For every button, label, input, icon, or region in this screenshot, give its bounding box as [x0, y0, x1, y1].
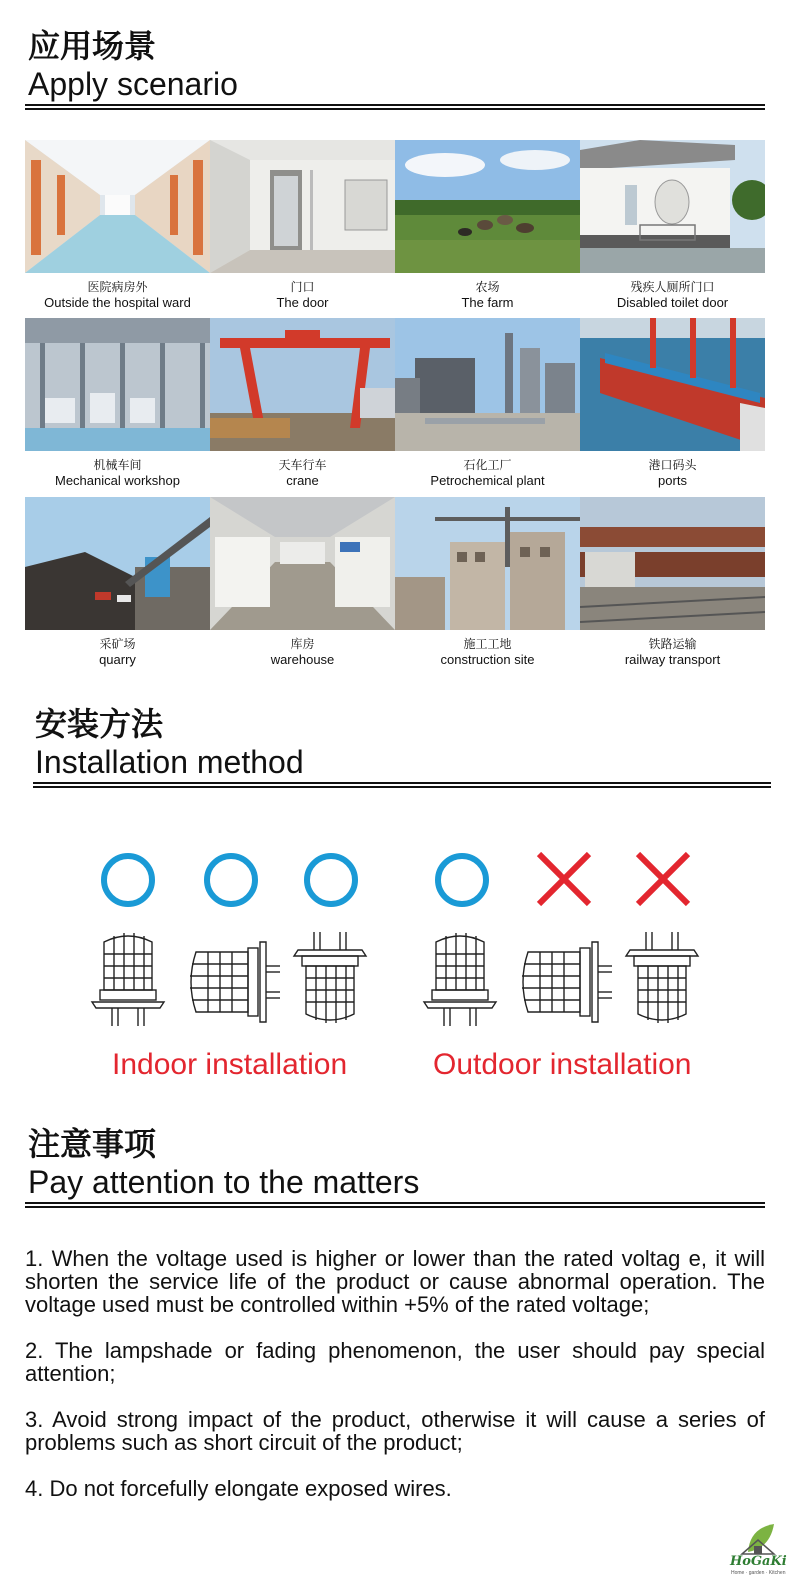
- section-title-scenario: [28, 26, 238, 102]
- divider: [25, 104, 765, 110]
- not-allowed-cross-icon: [634, 850, 692, 908]
- railway-photo: [580, 497, 765, 630]
- hospital-corridor-photo: [25, 140, 210, 273]
- lamp-sideways-drawing: [518, 940, 613, 1025]
- scenario-caption-zh: 港口码头: [648, 458, 697, 472]
- section-title-en: Apply scenario: [28, 66, 238, 102]
- allowed-circle-icon: [434, 852, 490, 908]
- scenario-cell: [395, 497, 580, 669]
- scenario-cell: [395, 318, 580, 490]
- scenario-caption-zh: 农场: [475, 280, 500, 294]
- lamp-upright-drawing: [420, 930, 500, 1030]
- door-photo: [210, 140, 395, 273]
- note-item: 2. The lampshade or fading phenomenon, the user should pay special attention;: [25, 1338, 765, 1386]
- construction-site-photo: [395, 497, 580, 630]
- scenario-caption-en: The farm: [461, 295, 514, 310]
- scenario-cell: [210, 318, 395, 490]
- scenario-caption-zh: 门口: [290, 280, 315, 294]
- scenario-caption-zh: 机械车间: [93, 458, 142, 472]
- scenario-caption-zh: 施工工地: [463, 637, 512, 651]
- scenario-cell: [210, 497, 395, 669]
- scenario-caption-en: construction site: [440, 652, 535, 667]
- section-title-zh: 安装方法: [35, 705, 164, 743]
- warehouse-photo: [210, 497, 395, 630]
- brand-logo: [728, 1518, 792, 1582]
- brand-tagline: Home · garden · Kitchen: [731, 1570, 786, 1576]
- petrochemical-plant-photo: [395, 318, 580, 451]
- scenario-caption-zh: 天车行车: [278, 458, 327, 472]
- not-allowed-cross-icon: [535, 850, 593, 908]
- scenario-cell: [580, 140, 765, 312]
- quarry-photo: [25, 497, 210, 630]
- scenario-caption-en: crane: [286, 473, 319, 488]
- allowed-circle-icon: [303, 852, 359, 908]
- scenario-caption-en: Mechanical workshop: [54, 473, 180, 488]
- scenario-caption-zh: 铁路运输: [648, 637, 697, 651]
- port-photo: [580, 318, 765, 451]
- brand-name: HoGaKi: [730, 1554, 787, 1569]
- note-item: 1. When the voltage used is higher or lower than the rated voltag e, it will shorten the service life of the product or cause abnormal operation. The voltage used must be controlled within +5% of the rated voltage;: [25, 1246, 765, 1317]
- section-title-en: Pay attention to the matters: [28, 1164, 420, 1200]
- lamp-inverted-drawing: [622, 928, 702, 1028]
- section-title-en: Installation method: [35, 744, 304, 780]
- scenario-cell: [210, 140, 395, 312]
- scenario-caption-zh: 医院病房外: [87, 280, 148, 294]
- divider: [25, 1202, 765, 1208]
- outdoor-installation-label: Outdoor installation: [433, 1048, 692, 1081]
- leaf-house-icon: [728, 1518, 792, 1558]
- lamp-sideways-drawing: [186, 940, 281, 1025]
- allowed-circle-icon: [100, 852, 156, 908]
- scenario-caption-en: The door: [276, 295, 329, 310]
- scenario-caption-zh: 残疾人厕所门口: [630, 280, 715, 294]
- scenario-caption-en: Outside the hospital ward: [44, 295, 191, 310]
- scenario-caption-en: ports: [658, 473, 687, 488]
- indoor-installation-label: Indoor installation: [112, 1048, 348, 1081]
- scenario-caption-en: quarry: [99, 652, 136, 667]
- scenario-cell: [580, 318, 765, 490]
- toilet-building-photo: [580, 140, 765, 273]
- lamp-upright-drawing: [88, 930, 168, 1030]
- section-title-attention: [28, 1124, 419, 1200]
- crane-photo: [210, 318, 395, 451]
- lamp-inverted-drawing: [290, 928, 370, 1028]
- note-item: 3. Avoid strong impact of the product, otherwise it will cause a series of problems such as short circuit of the product;: [25, 1407, 765, 1455]
- divider: [33, 782, 771, 788]
- scenario-caption-en: Petrochemical plant: [430, 473, 545, 488]
- scenario-caption-en: Disabled toilet door: [616, 295, 729, 310]
- farm-photo: [395, 140, 580, 273]
- scenario-cell: [580, 497, 765, 669]
- scenario-caption-zh: 库房: [290, 637, 315, 651]
- installation-diagram: [0, 840, 800, 1100]
- scenario-caption-zh: 石化工厂: [463, 458, 512, 472]
- scenario-cell: [25, 318, 210, 490]
- allowed-circle-icon: [203, 852, 259, 908]
- section-title-installation: [35, 704, 304, 780]
- notes-list: [25, 1247, 765, 1523]
- section-title-zh: 应用场景: [28, 27, 157, 65]
- scenario-cell: [25, 140, 210, 312]
- scenario-cell: [25, 497, 210, 669]
- scenario-caption-zh: 采矿场: [99, 637, 136, 651]
- workshop-photo: [25, 318, 210, 451]
- note-item: 4. Do not forcefully elongate exposed wires.: [25, 1476, 452, 1501]
- scenario-caption-en: railway transport: [624, 652, 721, 667]
- scenario-cell: [395, 140, 580, 312]
- scenario-caption-en: warehouse: [270, 652, 335, 667]
- section-title-zh: 注意事项: [28, 1125, 157, 1163]
